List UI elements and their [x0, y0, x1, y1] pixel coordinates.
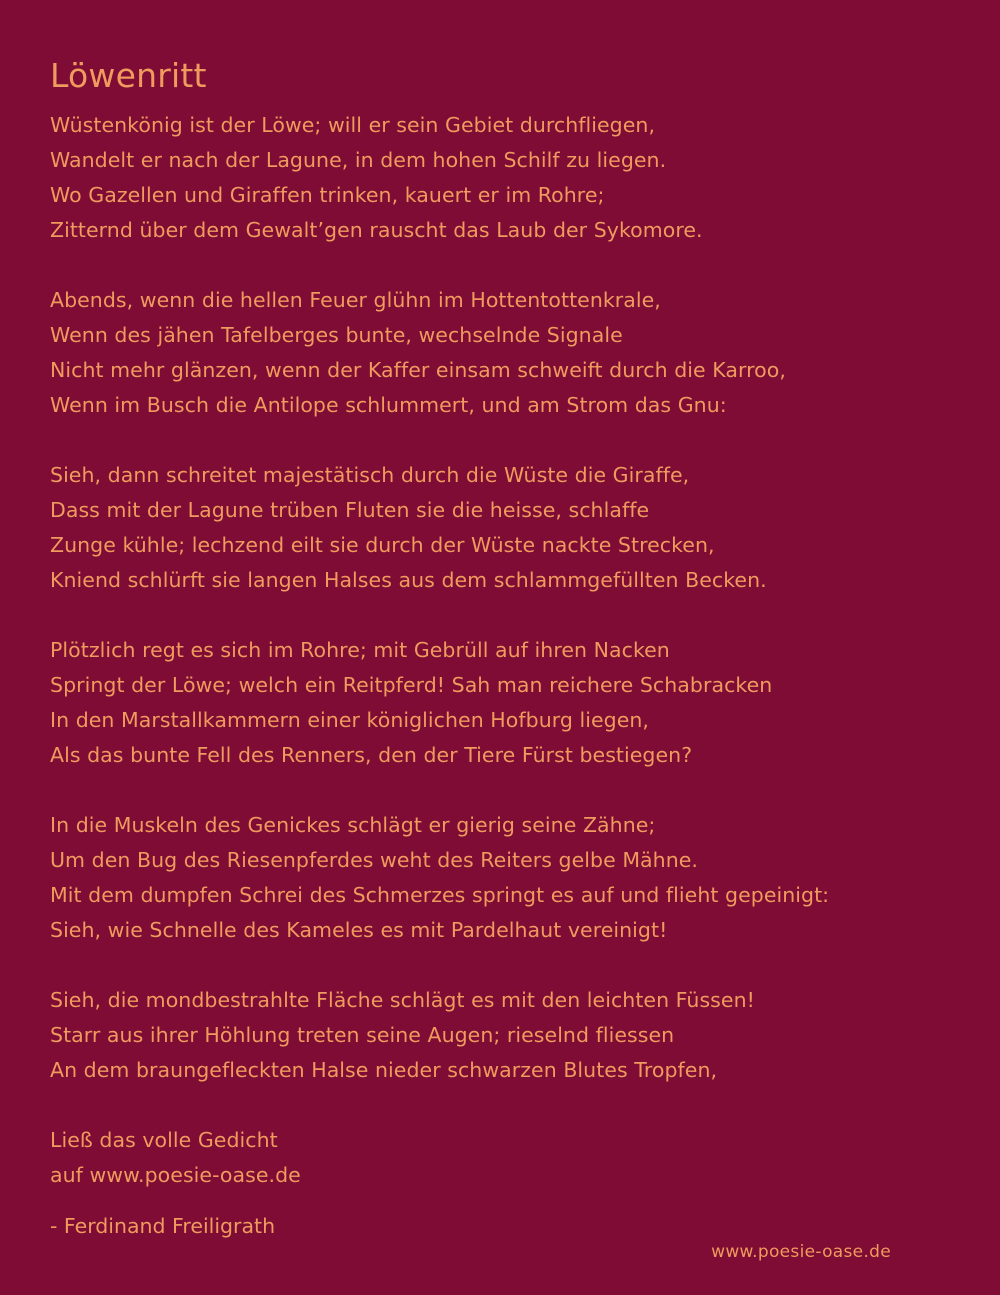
poem-line: In die Muskeln des Genickes schlägt er gierig seine Zähne;	[50, 813, 656, 837]
poem-line: Springt der Löwe; welch ein Reitpferd! Sah man reichere Schabracken	[50, 673, 773, 697]
footer-url: www.poesie-oase.de	[711, 1242, 891, 1262]
full-poem-note	[50, 1123, 960, 1193]
poem-line: Um den Bug des Riesenpferdes weht des Reiters gelbe Mähne.	[50, 848, 698, 872]
stanza-2	[50, 283, 960, 423]
poem-author: - Ferdinand Freiligrath	[50, 1214, 276, 1238]
poem-line: Dass mit der Lagune trüben Fluten sie die heisse, schlaffe	[50, 498, 650, 522]
poem-line: Zitternd über dem Gewalt’gen rauscht das Laub der Sykomore.	[50, 218, 703, 242]
poem-line: Nicht mehr glänzen, wenn der Kaffer einsam schweift durch die Karroo,	[50, 358, 786, 382]
stanza-4	[50, 633, 960, 773]
poem-line: Sieh, die mondbestrahlte Fläche schlägt es mit den leichten Füssen!	[50, 988, 755, 1012]
poem-line: Wenn im Busch die Antilope schlummert, und am Strom das Gnu:	[50, 393, 727, 417]
note-line: Ließ das volle Gedicht	[50, 1128, 278, 1152]
poem-line: Mit dem dumpfen Schrei des Schmerzes springt es auf und flieht gepeinigt:	[50, 883, 830, 907]
poem-page	[50, 56, 960, 1244]
poem-line: In den Marstallkammern einer königlichen Hofburg liegen,	[50, 708, 649, 732]
stanza-3	[50, 458, 960, 598]
poem-line: An dem braungefleckten Halse nieder schwarzen Blutes Tropfen,	[50, 1058, 718, 1082]
poem-line: Zunge kühle; lechzend eilt sie durch der Wüste nackte Strecken,	[50, 533, 715, 557]
stanza-5	[50, 808, 960, 948]
poem-line: Wandelt er nach der Lagune, in dem hohen Schilf zu liegen.	[50, 148, 667, 172]
poem-line: Kniend schlürft sie langen Halses aus dem schlammgefüllten Becken.	[50, 568, 767, 592]
stanza-6	[50, 983, 960, 1088]
poem-line: Als das bunte Fell des Renners, den der Tiere Fürst bestiegen?	[50, 743, 693, 767]
poem-line: Sieh, dann schreitet majestätisch durch die Wüste die Giraffe,	[50, 463, 690, 487]
poem-title: Löwenritt	[50, 56, 207, 95]
poem-line: Abends, wenn die hellen Feuer glühn im Hottentottenkrale,	[50, 288, 661, 312]
poem-line: Wüstenkönig ist der Löwe; will er sein Gebiet durchfliegen,	[50, 113, 656, 137]
note-line: auf www.poesie-oase.de	[50, 1163, 301, 1187]
poem-line: Wo Gazellen und Giraffen trinken, kauert er im Rohre;	[50, 183, 605, 207]
stanza-1	[50, 108, 960, 248]
poem-line: Starr aus ihrer Höhlung treten seine Augen; rieselnd fliessen	[50, 1023, 675, 1047]
poem-line: Sieh, wie Schnelle des Kameles es mit Pardelhaut vereinigt!	[50, 918, 668, 942]
poem-line: Wenn des jähen Tafelberges bunte, wechselnde Signale	[50, 323, 623, 347]
poem-line: Plötzlich regt es sich im Rohre; mit Gebrüll auf ihren Nacken	[50, 638, 670, 662]
